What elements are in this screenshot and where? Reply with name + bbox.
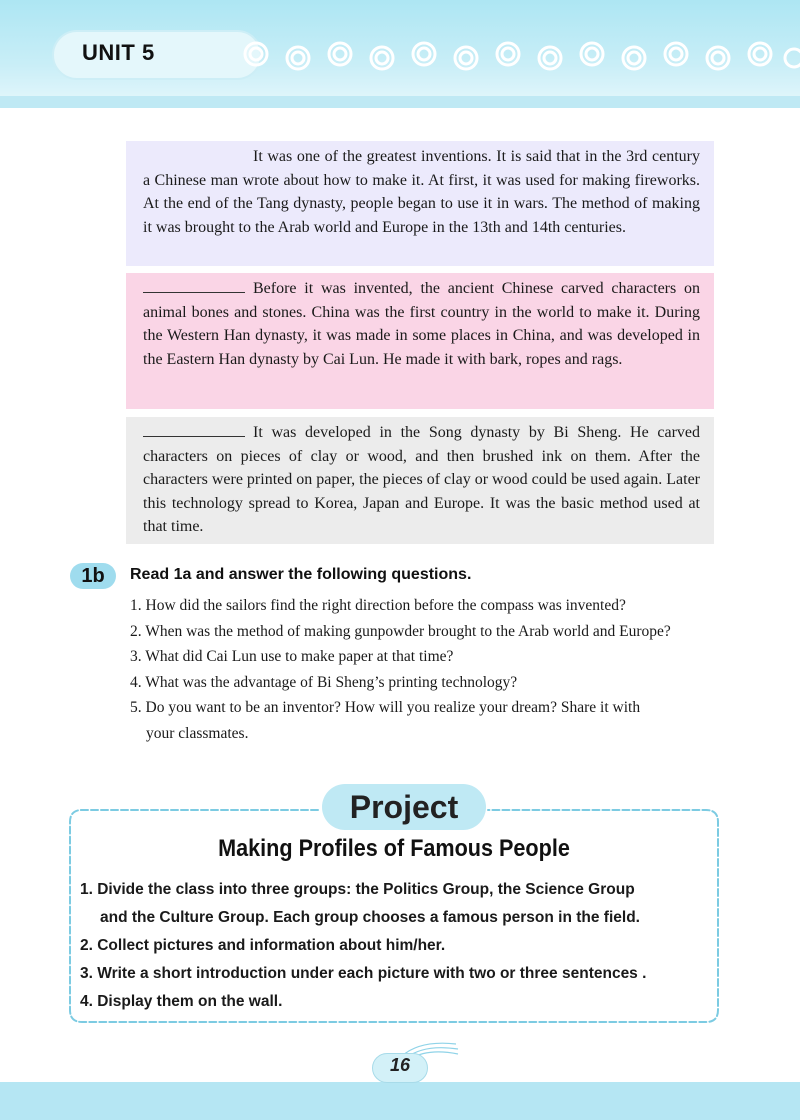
passage-gunpowder [126,141,714,266]
question-item-continuation: your classmates. [146,724,249,742]
project-step: 3. Write a short introduction under each picture with two or three sentences . [80,965,647,982]
question-list [130,593,740,746]
project-title: Project [349,789,459,825]
passage-paper [126,273,714,409]
answer-blank[interactable] [143,422,245,437]
section-badge: 1b [70,563,116,589]
passage-text: It was one of the greatest inventions. It is said that in the 3rd century a Chinese man wrote about how to make it. At first, it was used for making fireworks. At the end of the Tang dynasty, people began to use it in wars. The method of making it was brought to the Arab world and Europe in the 13th and 14th centuries. [143,148,700,236]
footer-band [0,1082,800,1120]
passage-text: Before it was invented, the ancient Chinese carved characters on animal bones and stones. China was the first country in the world to make it. During the Western Han dynasty, it was made in some places in China, and was developed in the Eastern Han dynasty by Cai Lun. He made it with bark, ropes and rags. [143,280,700,368]
passage-text: It was developed in the Song dynasty by Bi Sheng. He carved characters on pieces of clay or wood, and then brushed ink on them. After the characters were printed on paper, the pieces of clay or wood could be used again. Later this technology spread to Korea, Japan and Europe. It was the basic method used at that time. [143,424,700,535]
answer-blank[interactable] [143,278,245,293]
question-item: 4. What was the advantage of Bi Sheng’s printing technology? [130,673,518,691]
passage-printing [126,417,714,544]
question-item: 5. Do you want to be an inventor? How will you realize your dream? Share it with [130,699,641,716]
question-item: 2. When was the method of making gunpowder brought to the Arab world and Europe? [130,622,671,640]
project-step: 4. Display them on the wall. [80,993,283,1010]
header-circles-decoration [242,36,800,76]
page-number: 16 [389,1055,411,1075]
project-step-continuation: and the Culture Group. Each group chooses a famous person in the field. [100,909,640,926]
answer-blank[interactable] [143,146,245,161]
question-item: 3. What did Cai Lun use to make paper at that time? [130,648,454,665]
question-item: 1. How did the sailors find the right direction before the compass was invented? [130,597,626,614]
section-title: Read 1a and answer the following questions. [130,566,472,583]
project-heading: Making Profiles of Famous People [218,835,570,862]
header-stripe [0,96,800,108]
project-step: 1. Divide the class into three groups: the Politics Group, the Science Group [80,881,635,898]
project-step: 2. Collect pictures and information about him/her. [80,937,446,954]
project-steps [80,876,710,1016]
unit-label: UNIT 5 [82,40,155,65]
